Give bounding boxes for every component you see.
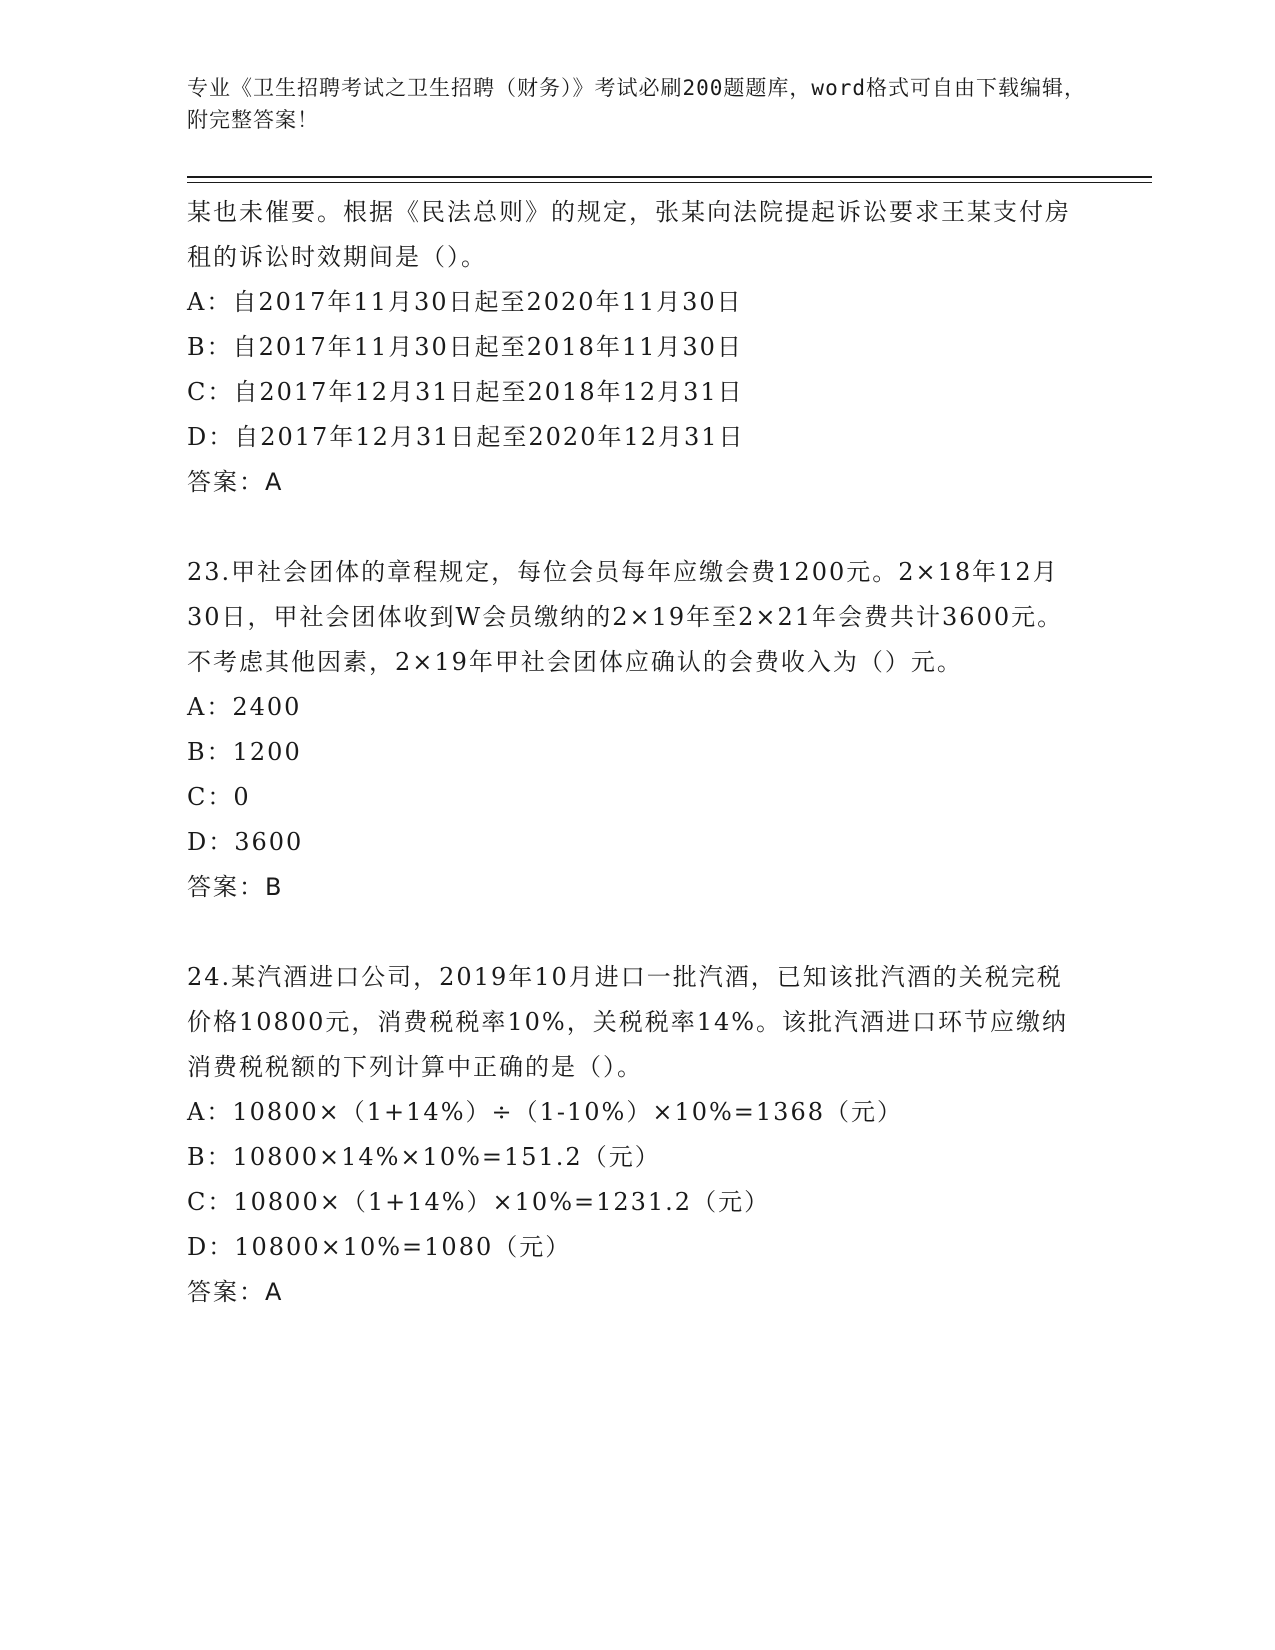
option-b: B：1200	[187, 738, 302, 766]
question-22	[187, 190, 1087, 505]
option-c: C：自2017年12月31日起至2018年12月31日	[187, 378, 744, 406]
answer-line: 答案：A	[187, 1278, 284, 1306]
question-stem: 23.甲社会团体的章程规定，每位会员每年应缴会费1200元。2×18年12月30日，甲社会团体收到W会员缴纳的2×19年至2×21年会费共计3600元。不考虑其他因素，2×19年甲社会团体应确认的会费收入为（）元。	[187, 558, 1064, 676]
answer-line: 答案：A	[187, 468, 284, 496]
option-b: B：自2017年11月30日起至2018年11月30日	[187, 333, 743, 361]
question-24	[187, 955, 1087, 1315]
option-b: B：10800×14%×10%=151.2（元）	[187, 1143, 661, 1171]
answer-line: 答案：B	[187, 873, 284, 901]
option-a: A：自2017年11月30日起至2020年11月30日	[187, 288, 743, 316]
option-c: C：0	[187, 783, 251, 811]
question-23	[187, 550, 1087, 910]
question-stem: 24.某汽酒进口公司，2019年10月进口一批汽酒，已知该批汽酒的关税完税价格10800元，消费税税率10%，关税税率14%。该批汽酒进口环节应缴纳消费税税额的下列计算中正确的是（）。	[187, 963, 1069, 1081]
page-header: 专业《卫生招聘考试之卫生招聘（财务）》考试必刷200题题库，word格式可自由下载编辑，附完整答案！	[187, 76, 1086, 132]
option-d: D：10800×10%=1080（元）	[187, 1233, 572, 1261]
option-c: C：10800×（1+14%）×10%=1231.2（元）	[187, 1188, 771, 1216]
question-stem: 某也未催要。根据《民法总则》的规定，张某向法院提起诉讼要求王某支付房租的诉讼时效期间是（）。	[187, 198, 1071, 271]
spacer	[187, 910, 1087, 955]
option-d: D：3600	[187, 828, 304, 856]
header-divider-thick	[187, 176, 1152, 178]
spacer	[187, 505, 1087, 550]
header-divider-thin	[187, 182, 1152, 183]
option-d: D：自2017年12月31日起至2020年12月31日	[187, 423, 745, 451]
option-a: A：2400	[187, 693, 302, 721]
question-list	[187, 190, 1087, 1315]
option-a: A：10800×（1+14%）÷（1-10%）×10%=1368（元）	[187, 1098, 903, 1126]
